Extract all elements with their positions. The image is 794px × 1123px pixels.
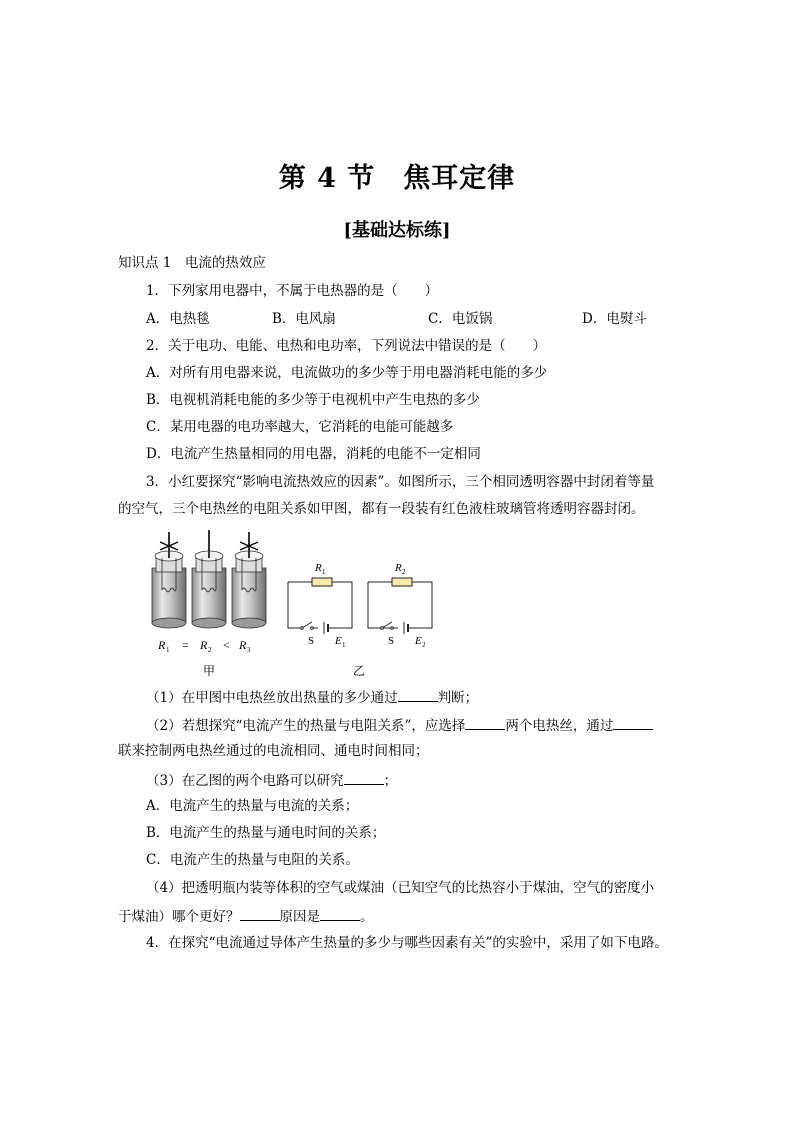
knowledge-point-heading: 知识点 1 电流的热效应 [118, 255, 266, 271]
question-3-sub-3-option-b: B．电流产生的热量与通电时间的关系； [146, 825, 386, 841]
resistance-relation [157, 638, 251, 654]
less-than-sign: < [223, 638, 230, 652]
answer-blank[interactable] [613, 715, 653, 730]
equals-sign: = [182, 638, 189, 652]
circuit-2-battery-subscript: 2 [422, 641, 426, 649]
question-3-sub-1 [146, 687, 478, 707]
circuit-1-switch-label: S [308, 635, 315, 647]
question-2-option-c: C．某用电器的电功率越大，它消耗的电能可能越多 [146, 419, 454, 435]
question-3-stem-line-2: 的空气，三个电热丝的电阻关系如甲图，都有一段装有红色液柱玻璃管将透明容器封闭。 [118, 501, 645, 517]
circuit-2-resistor-subscript: 2 [402, 568, 406, 576]
container-2 [192, 530, 226, 628]
question-3-sub-3 [146, 770, 397, 790]
sub-1-text-a: （1）在甲图中电热丝放出热量的多少通过 [146, 690, 398, 706]
question-1-option-b: B．电风扇 [272, 311, 336, 327]
circuit-1-resistor-subscript: 1 [322, 568, 326, 576]
r2-symbol: R [200, 638, 208, 652]
question-2-option-a: A．对所有用电器来说，电流做功的多少等于用电器消耗电能的多少 [146, 365, 548, 381]
question-1-option-c: C．电饭锅 [428, 311, 493, 327]
sub-4-text-c: 。 [360, 909, 374, 925]
figure-label-jia: 甲 [203, 664, 216, 678]
question-1-stem: 1．下列家用电器中，不属于电热器的是（ ） [146, 283, 439, 299]
sub-2-text-b: 两个电热丝，通过 [505, 718, 614, 734]
question-1-option-d: D．电熨斗 [582, 311, 647, 327]
section-name: 焦耳定律 [403, 163, 516, 194]
question-2-option-d: D．电流产生热量相同的用电器，消耗的电能不一定相同 [146, 446, 481, 462]
container-1 [152, 532, 186, 628]
page-title [0, 156, 794, 195]
answer-blank[interactable] [465, 715, 505, 730]
question-3-sub-2 [146, 715, 653, 735]
circuit-2-resistor-label: R [395, 562, 402, 574]
question-3-sub-2-line-2: 联来控制两电热丝通过的电流相同、通电时间相同； [118, 743, 429, 759]
circuit-1-resistor-label: R [315, 562, 322, 574]
circuit-1-battery-subscript: 1 [342, 641, 346, 649]
sub-1-text-b: 判断； [437, 690, 479, 706]
question-3-stem-line-1: 3．小红要探究“影响电流热效应的因素”。如图所示，三个相同透明容器中封闭着等量 [146, 474, 655, 490]
circuit-2 [368, 578, 432, 634]
circuit-1-battery-label: E [335, 635, 342, 647]
section-subtitle: [基础达标练] [343, 220, 451, 241]
circuit-1 [288, 578, 352, 634]
answer-blank[interactable] [320, 906, 360, 921]
answer-blank[interactable] [240, 906, 280, 921]
r3-subscript: 3 [247, 646, 251, 654]
question-1-option-a: A．电热毯 [146, 311, 210, 327]
experiment-figure [140, 528, 470, 680]
question-3-sub-3-option-a: A．电流产生的热量与电流的关系； [146, 798, 359, 814]
figure-label-yi: 乙 [353, 664, 366, 678]
container-3 [232, 532, 266, 628]
sub-3-text-b: ； [383, 773, 398, 789]
answer-blank[interactable] [344, 770, 384, 785]
sub-2-text-a: （2）若想探究“电流产生的热量与电阻关系”，应选择 [146, 718, 466, 734]
question-1-options [0, 310, 794, 328]
r3-symbol: R [239, 638, 247, 652]
question-2-stem: 2．关于电功、电能、电热和电功率，下列说法中错误的是（ ） [146, 338, 547, 354]
r2-subscript: 2 [208, 646, 212, 654]
section-number: 第 4 节 [278, 163, 376, 194]
question-4-stem: 4．在探究“电流通过导体产生热量的多少与哪些因素有关”的实验中，采用了如下电路。 [146, 935, 668, 951]
sub-4-text-a: 于煤油）哪个更好？ [118, 909, 240, 925]
r1-subscript: 1 [166, 646, 170, 654]
answer-blank[interactable] [398, 687, 438, 702]
circuit-2-switch-label: S [388, 635, 395, 647]
question-3-sub-3-option-c: C．电流产生的热量与电阻的关系。 [146, 852, 359, 868]
question-2-option-b: B．电视机消耗电能的多少等于电视机中产生电热的多少 [146, 392, 480, 408]
circuit-2-battery-label: E [415, 635, 422, 647]
sub-3-text-a: （3）在乙图的两个电路可以研究 [146, 773, 344, 789]
question-3-sub-4-line-2 [118, 906, 374, 926]
sub-4-text-b: 原因是 [279, 909, 320, 925]
r1-symbol: R [158, 638, 166, 652]
question-3-sub-4-line-1: （4）把透明瓶内装等体积的空气或煤油（已知空气的比热容小于煤油，空气的密度小 [146, 880, 655, 896]
